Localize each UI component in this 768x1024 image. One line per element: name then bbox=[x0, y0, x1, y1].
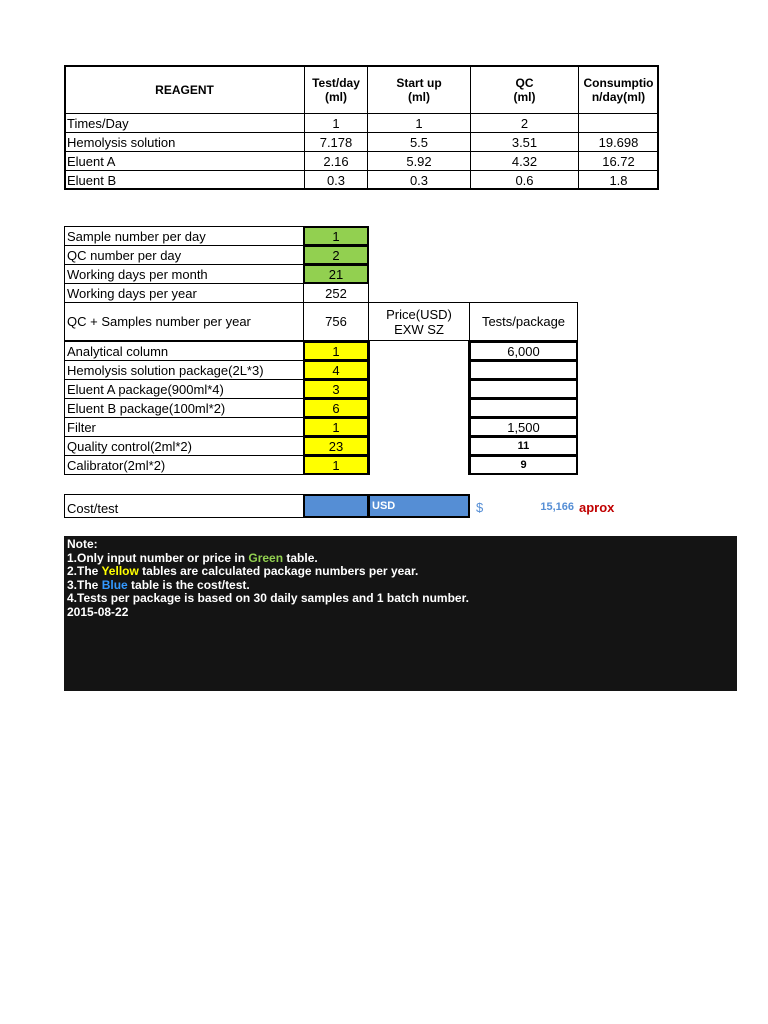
package-price-input[interactable] bbox=[369, 417, 469, 437]
package-tests bbox=[469, 360, 578, 380]
note-line-3: 3.The Blue table is the cost/test. bbox=[67, 577, 250, 592]
sample-number-input[interactable]: 1 bbox=[303, 226, 369, 246]
reagent-value-cell: 1 bbox=[367, 113, 471, 133]
tests-package-header: Tests/package bbox=[469, 302, 578, 341]
package-label: Calibrator(2ml*2) bbox=[64, 455, 304, 475]
package-tests bbox=[469, 379, 578, 399]
package-price-input[interactable] bbox=[369, 379, 469, 399]
reagent-value-cell: 0.3 bbox=[367, 170, 471, 190]
package-price-input[interactable] bbox=[369, 341, 469, 361]
reagent-value-cell: 16.72 bbox=[578, 151, 659, 171]
package-price-input[interactable] bbox=[369, 436, 469, 456]
reagent-value-cell: 2 bbox=[470, 113, 579, 133]
package-label: Quality control(2ml*2) bbox=[64, 436, 304, 456]
reagent-value-cell: 5.5 bbox=[367, 132, 471, 152]
package-label: Hemolysis solution package(2L*3) bbox=[64, 360, 304, 380]
cost-amount: 15,166 bbox=[540, 500, 574, 513]
reagent-header-cell: Start up (ml) bbox=[367, 65, 471, 114]
reagent-header-cell: REAGENT bbox=[64, 65, 305, 114]
note-line-1: 1.Only input number or price in Green table. bbox=[67, 550, 318, 565]
reagent-value-cell: 1 bbox=[304, 113, 368, 133]
package-label: Eluent B package(100ml*2) bbox=[64, 398, 304, 418]
package-qty: 1 bbox=[303, 341, 369, 361]
reagent-row-label: Eluent B bbox=[64, 170, 305, 190]
note-blue-highlight: Blue bbox=[101, 577, 128, 592]
package-qty: 23 bbox=[303, 436, 369, 456]
package-qty: 3 bbox=[303, 379, 369, 399]
package-label: Filter bbox=[64, 417, 304, 437]
package-tests: 9 bbox=[469, 455, 578, 475]
note-green-highlight: Green bbox=[248, 550, 284, 565]
reagent-value-cell: 0.6 bbox=[470, 170, 579, 190]
reagent-row-label: Eluent A bbox=[64, 151, 305, 171]
package-tests: 1,500 bbox=[469, 417, 578, 437]
package-qty: 1 bbox=[303, 455, 369, 475]
sample-number-label: Sample number per day bbox=[64, 226, 304, 246]
package-price-input[interactable] bbox=[369, 398, 469, 418]
note-yellow-highlight: Yellow bbox=[101, 564, 139, 578]
reagent-value-cell: 4.32 bbox=[470, 151, 579, 171]
reagent-value-cell: 2.16 bbox=[304, 151, 368, 171]
reagent-value-cell: 19.698 bbox=[578, 132, 659, 152]
working-days-month-label: Working days per month bbox=[64, 264, 304, 284]
package-price-input[interactable] bbox=[369, 455, 469, 475]
note-line-2: 2.The Yellow tables are calculated package numbers per year. bbox=[67, 564, 419, 578]
package-tests: 11 bbox=[469, 436, 578, 456]
aprox-label: aprox bbox=[579, 499, 615, 515]
reagent-row-label: Hemolysis solution bbox=[64, 132, 305, 152]
working-days-year-label: Working days per year bbox=[64, 283, 304, 303]
package-tests: 6,000 bbox=[469, 341, 578, 361]
note-date: 2015-08-22 bbox=[67, 604, 129, 619]
package-price-input[interactable] bbox=[369, 360, 469, 380]
note-box bbox=[64, 536, 737, 691]
package-tests bbox=[469, 398, 578, 418]
package-qty: 6 bbox=[303, 398, 369, 418]
package-label: Eluent A package(900ml*4) bbox=[64, 379, 304, 399]
reagent-header-cell: Consumptio n/day(ml) bbox=[578, 65, 659, 114]
reagent-value-cell: 0.3 bbox=[304, 170, 368, 190]
note-line-4: 4.Tests per package is based on 30 daily samples and 1 batch number. bbox=[67, 591, 469, 605]
reagent-header-cell: QC (ml) bbox=[470, 65, 579, 114]
reagent-value-cell: 1.8 bbox=[578, 170, 659, 190]
cost-input[interactable] bbox=[303, 494, 369, 518]
note-title: Note: bbox=[67, 537, 98, 551]
currency-label: USD bbox=[368, 494, 470, 518]
working-days-year-value: 252 bbox=[303, 283, 369, 303]
reagent-value-cell bbox=[578, 113, 659, 133]
dollar-sign: $ bbox=[476, 499, 484, 515]
qc-samples-year-value: 756 bbox=[303, 302, 369, 341]
qc-samples-year-label: QC + Samples number per year bbox=[64, 302, 304, 341]
package-qty: 1 bbox=[303, 417, 369, 437]
price-header: Price(USD) EXW SZ bbox=[368, 302, 470, 341]
qc-number-label: QC number per day bbox=[64, 245, 304, 265]
reagent-value-cell: 7.178 bbox=[304, 132, 368, 152]
package-label: Analytical column bbox=[64, 341, 304, 361]
reagent-header-cell: Test/day (ml) bbox=[304, 65, 368, 114]
working-days-month-input[interactable]: 21 bbox=[303, 264, 369, 284]
reagent-value-cell: 3.51 bbox=[470, 132, 579, 152]
reagent-row-label: Times/Day bbox=[64, 113, 305, 133]
package-qty: 4 bbox=[303, 360, 369, 380]
qc-number-input[interactable]: 2 bbox=[303, 245, 369, 265]
reagent-value-cell: 5.92 bbox=[367, 151, 471, 171]
cost-label: Cost/test bbox=[64, 494, 304, 518]
